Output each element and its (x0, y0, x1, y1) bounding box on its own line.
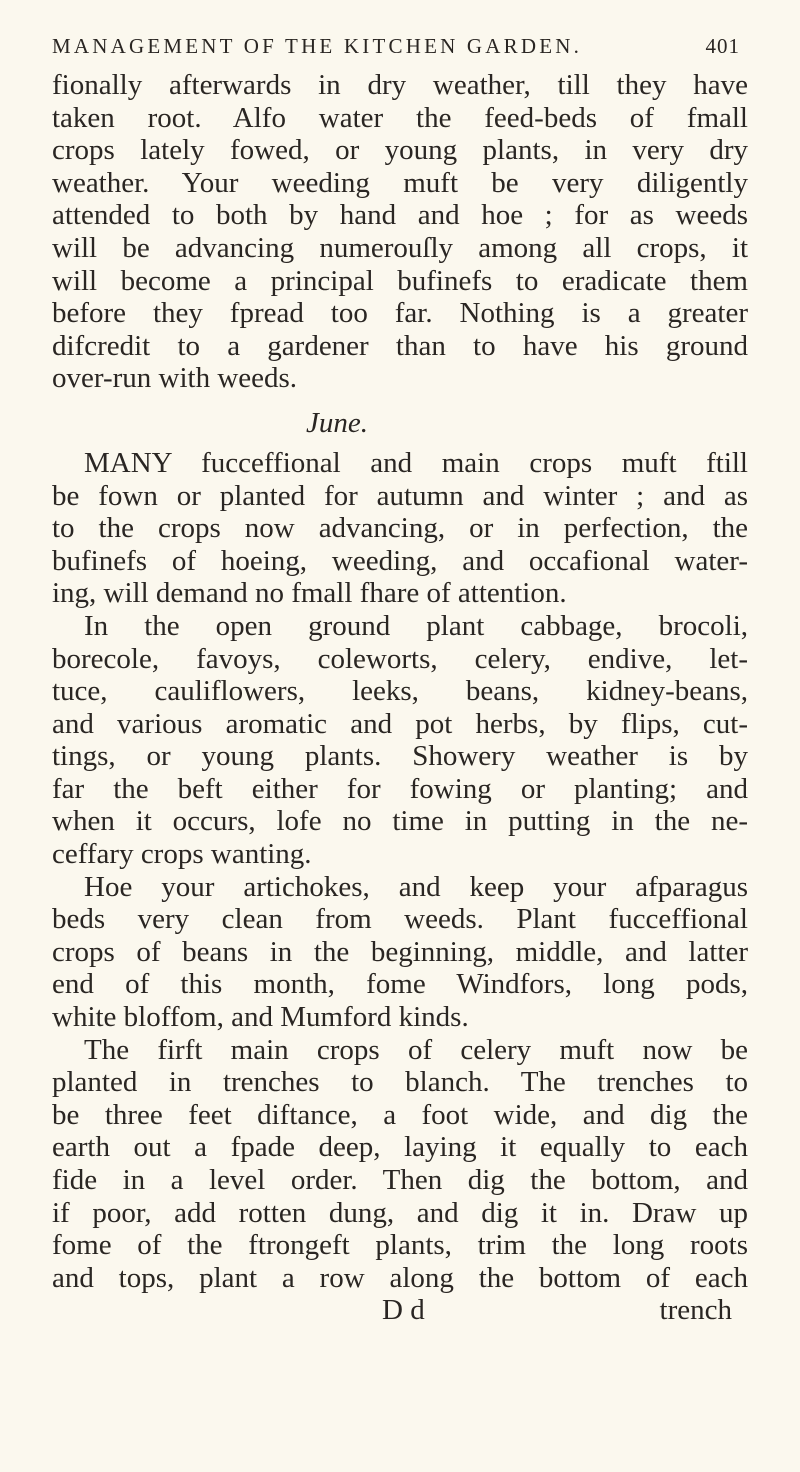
text-line: white bloffom, and Mumford kinds. (52, 1001, 469, 1034)
text-line: to the crops now advancing, or in perfection, the (52, 512, 748, 545)
text-line: ceffary crops wanting. (52, 838, 312, 871)
text-line: bufinefs of hoeing, weeding, and occafional water- (52, 544, 748, 577)
text-line: ing, will demand no fmall fhare of attention. (52, 577, 567, 610)
paragraph-1 (52, 69, 748, 395)
text-line: be three feet diftance, a foot wide, and dig the (52, 1098, 748, 1131)
catchword: trench (659, 1294, 732, 1327)
text-line: taken root. Alfo water the feed-beds of fmall (52, 101, 748, 134)
text-line: fionally afterwards in dry weather, till they have (52, 69, 748, 101)
paragraph-3 (52, 610, 748, 871)
text-line: crops lately fowed, or young plants, in very dry (52, 134, 748, 167)
section-heading: June. (306, 406, 368, 439)
text-line: far the beft either for fowing or planting; and (52, 772, 748, 805)
text-line: before they fpread too far. Nothing is a greater (52, 297, 748, 330)
text-line: beds very clean from weeds. Plant fucceffional (52, 903, 748, 936)
page-number: 401 (705, 34, 740, 58)
text-line: if poor, add rotten dung, and dig it in. Draw up (52, 1196, 748, 1229)
text-line: tuce, cauliflowers, leeks, beans, kidney-beans, (52, 675, 748, 708)
text-line: planted in trenches to blanch. The trenches to (52, 1066, 748, 1099)
paragraph-4 (52, 871, 748, 1034)
text-line: In the open ground plant cabbage, brocoli, (84, 609, 748, 642)
text-line: borecole, favoys, coleworts, celery, endive, let- (52, 642, 748, 675)
page-footer (52, 1294, 748, 1326)
text-line: attended to both by hand and hoe ; for as weeds (52, 199, 748, 232)
text-line: tings, or young plants. Showery weather is by (52, 740, 748, 773)
text-line: will be advancing numerouſly among all crops, it (52, 231, 748, 264)
text-line: fide in a level order. Then dig the bottom, and (52, 1164, 748, 1196)
signature-mark: D d (382, 1294, 425, 1327)
text-line: and tops, plant a row along the bottom of each (52, 1261, 748, 1294)
text-line: and various aromatic and pot herbs, by flips, cut- (52, 707, 748, 740)
running-title: MANAGEMENT OF THE KITCHEN GARDEN. (52, 34, 583, 58)
text-line: end of this month, fome Windfors, long pods, (52, 968, 748, 1001)
paragraph-5 (52, 1034, 748, 1295)
text-line: over-run with weeds. (52, 362, 298, 395)
text-line: The firft main crops of celery muft now be (84, 1033, 748, 1066)
text-line: fome of the ftrongeft plants, trim the long roots (52, 1229, 748, 1262)
text-line: Hoe your artichokes, and keep your afparagus (84, 870, 748, 903)
text-line: be fown or planted for autumn and winter ; and as (52, 479, 748, 512)
text-line: will become a principal bufinefs to eradicate them (52, 264, 748, 297)
running-head (52, 34, 748, 59)
text-line: weather. Your weeding muft be very diligently (52, 166, 748, 199)
book-page (52, 34, 748, 1326)
text-line: difcredit to a gardener than to have his ground (52, 329, 748, 362)
text-line: earth out a fpade deep, laying it equally to each (52, 1131, 748, 1164)
text-line: MANY fucceffional and main crops muft ftill (84, 446, 748, 479)
text-line: crops of beans in the beginning, middle, and latter (52, 935, 748, 968)
paragraph-2 (52, 447, 748, 610)
text-line: when it occurs, lofe no time in putting in the ne- (52, 805, 748, 838)
